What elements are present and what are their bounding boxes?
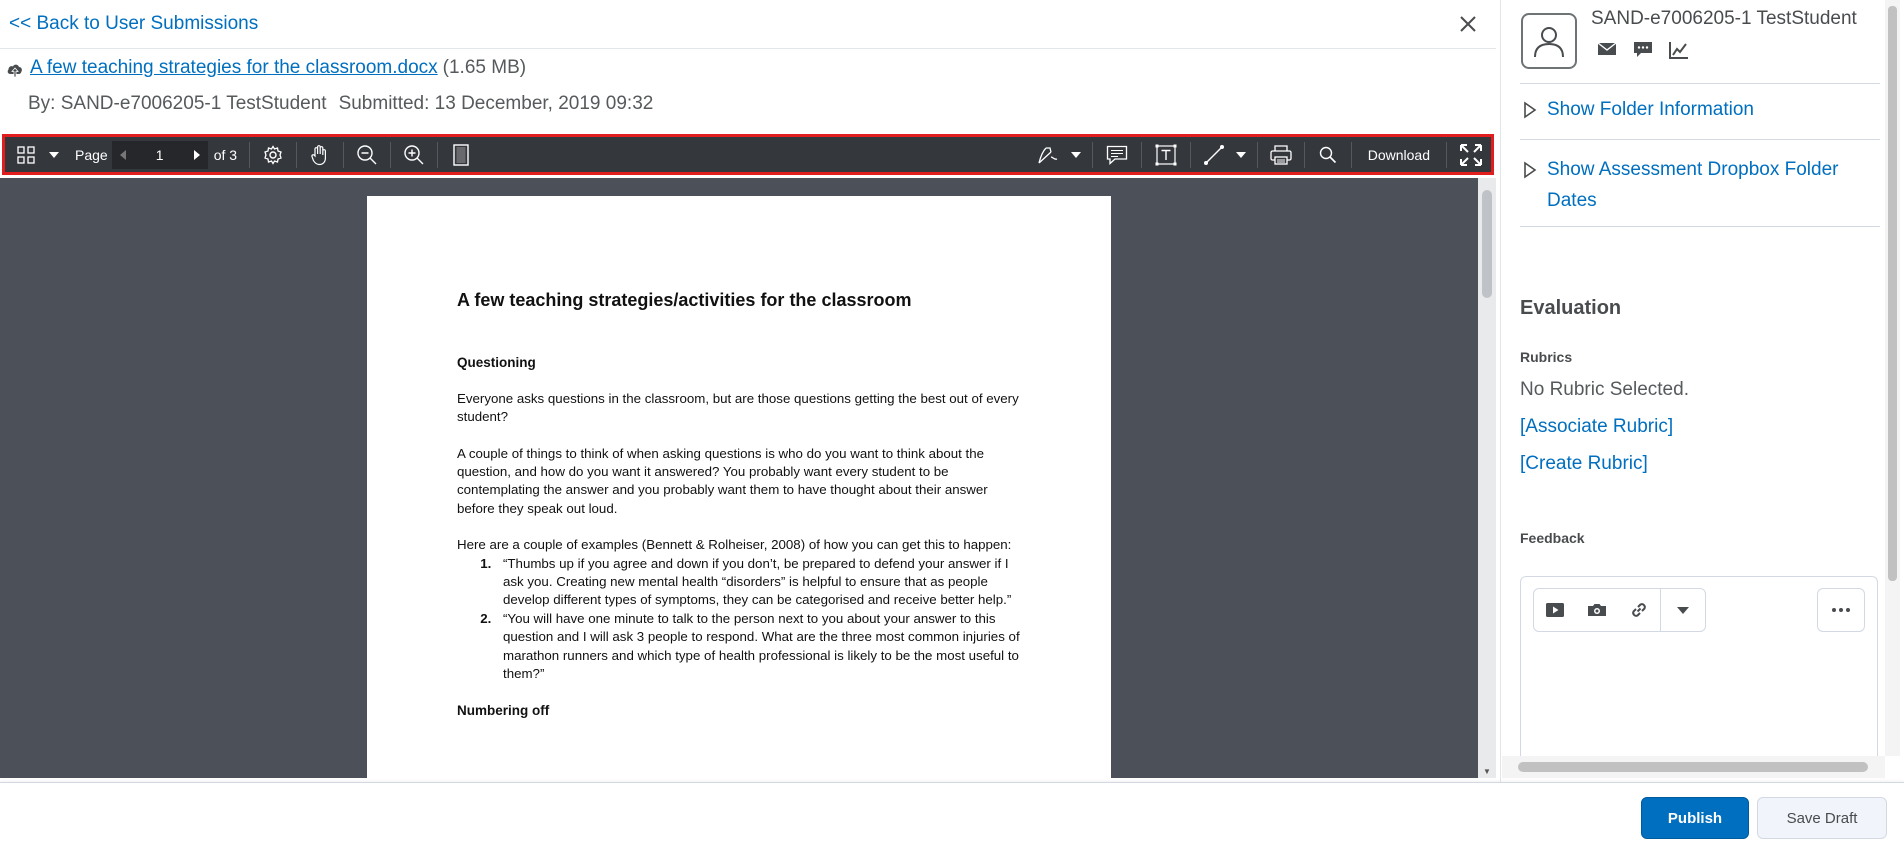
settings-button[interactable]: [256, 137, 290, 172]
pan-tool-button[interactable]: [303, 137, 337, 172]
page-number-input[interactable]: [134, 141, 186, 169]
zoom-in-icon: [403, 144, 425, 166]
toolbar-divider: [1141, 142, 1142, 168]
next-page-icon: [194, 150, 200, 160]
user-icon: [1529, 21, 1569, 61]
evaluation-heading: Evaluation: [1520, 297, 1622, 319]
prev-page-icon: [120, 150, 126, 160]
toolbar-divider: [1092, 142, 1093, 168]
evaluation-sidebar: [1500, 0, 1904, 782]
scrollbar-thumb[interactable]: [1482, 190, 1492, 298]
toolbar-divider: [437, 142, 438, 168]
more-icon: [1831, 608, 1851, 612]
save-draft-button[interactable]: Save Draft: [1757, 797, 1887, 839]
insert-link-button[interactable]: [1618, 589, 1660, 631]
scrollbar-thumb[interactable]: [1518, 762, 1868, 772]
more-options-button[interactable]: [1817, 588, 1865, 632]
page-label: Page: [75, 146, 108, 163]
submission-file-link[interactable]: A few teaching strategies for the classroom.docx: [30, 57, 438, 78]
file-size: (1.65 MB): [442, 57, 527, 78]
no-rubric-text: No Rubric Selected.: [1520, 379, 1689, 400]
show-dates-label: Show Assessment Dropbox Folder Dates: [1547, 159, 1839, 211]
document-page: [367, 196, 1111, 778]
text-box-icon: [1155, 144, 1177, 166]
close-icon[interactable]: [1456, 12, 1480, 36]
toolbar-divider: [1446, 142, 1447, 168]
section-heading-questioning: Questioning: [457, 355, 536, 371]
draw-tool-button[interactable]: [1030, 137, 1066, 172]
section-heading-numbering-off: Numbering off: [457, 702, 550, 718]
search-icon: [1319, 146, 1337, 164]
chevron-down-icon: [1071, 152, 1081, 158]
chevron-down-icon: [49, 152, 59, 158]
fullscreen-button[interactable]: [1453, 137, 1489, 172]
rubrics-label: Rubrics: [1520, 349, 1573, 365]
student-header: [1501, 8, 1886, 69]
toolbar-divider: [1190, 142, 1191, 168]
comment-tool-button[interactable]: [1099, 137, 1135, 172]
chart-icon[interactable]: [1669, 41, 1689, 59]
sidebar-horizontal-scrollbar[interactable]: [1502, 756, 1885, 778]
associate-rubric-link[interactable]: [Associate Rubric]: [1520, 416, 1674, 437]
expand-triangle-icon: [1523, 101, 1537, 119]
submitted-date: Submitted: 13 December, 2019 09:32: [338, 93, 654, 114]
toolbar-divider: [1304, 142, 1305, 168]
paragraph: A couple of things to think of when asking questions is who do you want to think about the question, and how do you want it answered? You probably want every student to be contemplating the answer and you probably want them to have thought about their answer before they speak out loud.: [457, 445, 988, 516]
fullscreen-icon: [1459, 143, 1483, 167]
scroll-down-arrow[interactable]: ▼: [1483, 767, 1491, 776]
feedback-editor[interactable]: [1520, 576, 1878, 776]
print-button[interactable]: [1264, 137, 1298, 172]
zoom-in-button[interactable]: [397, 137, 431, 172]
page-count: of 3: [213, 146, 238, 163]
line-icon: [1203, 144, 1225, 166]
zoom-out-icon: [356, 144, 378, 166]
avatar: [1521, 13, 1577, 69]
feedback-label: Feedback: [1520, 530, 1585, 546]
more-insert-dropdown[interactable]: [1661, 589, 1705, 631]
chevron-down-icon: [1236, 152, 1246, 158]
link-icon: [1629, 600, 1649, 620]
divider: [1520, 139, 1880, 140]
student-name: SAND-e7006205-1 TestStudent: [1591, 8, 1857, 29]
chevron-down-icon: [1677, 607, 1689, 614]
show-folder-info-toggle[interactable]: [1520, 94, 1880, 125]
divider: [1520, 83, 1880, 84]
draw-tool-dropdown[interactable]: [1066, 137, 1086, 172]
document-title: A few teaching strategies/activities for the classroom: [457, 290, 912, 310]
hand-icon: [310, 144, 330, 166]
text-box-tool-button[interactable]: [1148, 137, 1184, 172]
email-icon[interactable]: [1597, 41, 1617, 57]
toolbar-divider: [1351, 142, 1352, 168]
show-folder-info-label: Show Folder Information: [1547, 99, 1754, 120]
viewer-toolbar: [2, 134, 1494, 175]
create-rubric-link[interactable]: [Create Rubric]: [1520, 453, 1648, 474]
list-item: 2. “You will have one minute to talk to the person next to you about your answer to this question and I will ask 3 people to respond. What are the three most common injuries of marathon runners and which type of health professional is likely to be the most useful to them?”: [495, 610, 1021, 684]
footer-bar: [0, 782, 1904, 850]
document-viewer[interactable]: [0, 178, 1478, 778]
video-icon: [1545, 602, 1565, 618]
submitted-by: By: SAND-e7006205-1 TestStudent: [28, 93, 327, 114]
scrollbar-thumb[interactable]: [1888, 6, 1897, 581]
list-item: 1. “Thumbs up if you agree and down if you don’t, be prepared to defend your answer if I ask you. Creating new mental health “disorders” is helpful to ensure that as people develop different types of symptoms, they can be categorised and receive better help.”: [495, 555, 1021, 610]
toolbar-divider: [249, 142, 250, 168]
file-info: [0, 49, 1496, 115]
insert-video-button[interactable]: [1534, 589, 1576, 631]
fit-page-button[interactable]: [444, 137, 478, 172]
pen-icon: [1037, 145, 1059, 165]
upload-icon: [6, 61, 24, 79]
divider: [1520, 226, 1880, 227]
toolbar-divider: [390, 142, 391, 168]
grid-icon: [17, 146, 35, 164]
chat-icon[interactable]: [1633, 41, 1653, 59]
paragraph: Here are a couple of examples (Bennett & Rolheiser, 2008) of how you can get this to happen:: [457, 537, 1012, 553]
show-dates-toggle[interactable]: [1520, 154, 1880, 216]
line-tool-button[interactable]: [1197, 137, 1231, 172]
zoom-out-button[interactable]: [350, 137, 384, 172]
toolbar-divider: [1257, 142, 1258, 168]
publish-button[interactable]: Publish: [1641, 797, 1749, 839]
gear-icon: [263, 145, 283, 165]
feedback-toolbar-group: [1533, 588, 1706, 632]
toolbar-divider: [343, 142, 344, 168]
back-to-submissions-link[interactable]: << Back to User Submissions: [9, 13, 259, 34]
examples-list: [495, 555, 1021, 684]
thumbnails-dropdown[interactable]: [43, 137, 65, 172]
prev-page-button[interactable]: [112, 141, 134, 169]
thumbnails-button[interactable]: [9, 137, 43, 172]
next-page-button[interactable]: [186, 141, 208, 169]
document-scrollbar[interactable]: [1478, 178, 1496, 778]
line-tool-dropdown[interactable]: [1231, 137, 1251, 172]
camera-icon: [1587, 602, 1607, 618]
paragraph: Everyone asks questions in the classroom, but are those questions getting the best out of every student?: [457, 390, 1019, 425]
record-button[interactable]: [1576, 589, 1618, 631]
comment-icon: [1106, 145, 1128, 165]
sidebar-scrollbar[interactable]: [1885, 0, 1900, 756]
toolbar-divider: [296, 142, 297, 168]
print-icon: [1270, 145, 1292, 165]
top-bar: [0, 0, 1496, 49]
search-button[interactable]: [1311, 137, 1345, 172]
download-button[interactable]: Download: [1367, 146, 1430, 163]
fit-page-icon: [453, 144, 469, 166]
